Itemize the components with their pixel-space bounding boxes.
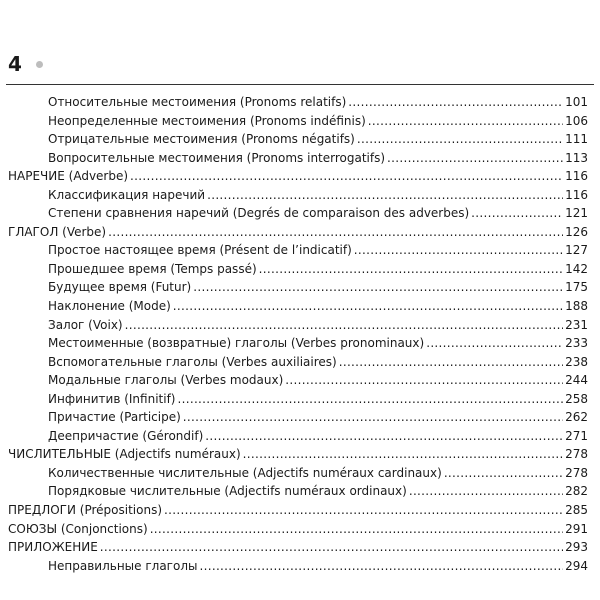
toc-subsection-entry[interactable] xyxy=(8,241,588,260)
toc-entry-title: ПРИЛОЖЕНИЕ xyxy=(8,540,98,555)
toc-dot-leader xyxy=(100,538,563,557)
toc-entry-title: Инфинитив (Infinitif) xyxy=(48,391,176,406)
toc-subsection-entry[interactable] xyxy=(8,316,588,335)
toc-subsection-entry[interactable] xyxy=(8,186,588,205)
toc-entry-title: Местоименные (возвратные) глаголы (Verbes pronominaux) xyxy=(48,336,425,351)
toc-dot-leader xyxy=(207,186,563,205)
toc-entry-title: Неопределенные местоимения (Pronoms indéfinis) xyxy=(48,113,366,128)
toc-entry-title: Вопросительные местоимения (Pronoms interrogatifs) xyxy=(48,150,386,165)
toc-dot-leader xyxy=(348,93,563,112)
toc-subsection-entry[interactable] xyxy=(8,557,588,576)
toc-subsection-entry[interactable] xyxy=(8,427,588,446)
toc-dot-leader xyxy=(409,482,563,501)
toc-entry-page: 294 xyxy=(565,558,588,573)
toc-entry-page: 126 xyxy=(565,224,588,239)
toc-entry-title: Залог (Voix) xyxy=(48,317,123,332)
toc-subsection-entry[interactable] xyxy=(8,149,588,168)
toc-subsection-entry[interactable] xyxy=(8,408,588,427)
toc-entry-title: Вспомогательные глаголы (Verbes auxiliaires) xyxy=(48,354,337,369)
toc-entry-page: 111 xyxy=(565,132,588,147)
toc-dot-leader xyxy=(183,408,563,427)
toc-entry-title: Наклонение (Mode) xyxy=(48,299,171,314)
toc-entry-title: Модальные глаголы (Verbes modaux) xyxy=(48,373,284,388)
toc-dot-leader xyxy=(164,501,563,520)
toc-entry-page: 258 xyxy=(565,391,588,406)
toc-section-entry[interactable] xyxy=(8,538,588,557)
toc-entry-page: 106 xyxy=(565,113,588,128)
toc-dot-leader xyxy=(357,130,563,149)
toc-entry-title: Количественные числительные (Adjectifs numéraux cardinaux) xyxy=(48,465,442,480)
toc-entry-title: Простое настоящее время (Présent de l’indicatif) xyxy=(48,243,352,258)
toc-entry-title: Отрицательные местоимения (Pronoms négatifs) xyxy=(48,132,355,147)
toc-dot-leader xyxy=(193,278,563,297)
toc-subsection-entry[interactable] xyxy=(8,93,588,112)
toc-dot-leader xyxy=(205,427,563,446)
toc-section-entry[interactable] xyxy=(8,501,588,520)
table-of-contents xyxy=(8,93,588,575)
toc-dot-leader xyxy=(368,112,563,131)
toc-subsection-entry[interactable] xyxy=(8,204,588,223)
bullet-dot-icon xyxy=(36,61,43,68)
toc-dot-leader xyxy=(243,445,563,464)
page-header xyxy=(8,52,43,76)
toc-entry-title: Прошедшее время (Temps passé) xyxy=(48,261,257,276)
header-divider xyxy=(6,84,594,85)
toc-section-entry[interactable] xyxy=(8,445,588,464)
toc-section-entry[interactable] xyxy=(8,167,588,186)
toc-dot-leader xyxy=(199,557,563,576)
toc-entry-page: 278 xyxy=(565,465,588,480)
toc-subsection-entry[interactable] xyxy=(8,297,588,316)
toc-entry-title: Относительные местоимения (Pronoms relatifs) xyxy=(48,95,347,109)
toc-entry-page: 101 xyxy=(565,95,588,109)
toc-entry-title: Степени сравнения наречий (Degrés de comparaison des adverbes) xyxy=(48,206,470,221)
toc-subsection-entry[interactable] xyxy=(8,130,588,149)
page-number: 4 xyxy=(8,52,22,76)
toc-dot-leader xyxy=(150,520,563,539)
toc-entry-page: 262 xyxy=(565,410,588,425)
toc-subsection-entry[interactable] xyxy=(8,464,588,483)
toc-entry-page: 116 xyxy=(565,187,588,202)
toc-entry-page: 293 xyxy=(565,540,588,555)
toc-subsection-entry[interactable] xyxy=(8,334,588,353)
toc-subsection-entry[interactable] xyxy=(8,112,588,131)
toc-entry-title: ГЛАГОЛ (Verbe) xyxy=(8,224,107,239)
toc-dot-leader xyxy=(471,204,563,223)
toc-dot-leader xyxy=(108,223,563,242)
toc-subsection-entry[interactable] xyxy=(8,390,588,409)
toc-entry-title: ПРЕДЛОГИ (Prépositions) xyxy=(8,503,163,518)
toc-entry-page: 188 xyxy=(565,299,588,314)
toc-dot-leader xyxy=(387,149,563,168)
toc-subsection-entry[interactable] xyxy=(8,260,588,279)
toc-entry-page: 113 xyxy=(565,150,588,165)
toc-dot-leader xyxy=(173,297,563,316)
toc-dot-leader xyxy=(426,334,563,353)
toc-dot-leader xyxy=(285,371,563,390)
toc-entry-page: 231 xyxy=(565,317,588,332)
toc-dot-leader xyxy=(354,241,563,260)
toc-entry-title: СОЮЗЫ (Conjonctions) xyxy=(8,521,148,536)
toc-entry-title: Классификация наречий xyxy=(48,187,206,202)
toc-dot-leader xyxy=(259,260,563,279)
toc-entry-page: 271 xyxy=(565,428,588,443)
toc-entry-page: 116 xyxy=(565,169,588,184)
toc-entry-page: 127 xyxy=(565,243,588,258)
toc-dot-leader xyxy=(125,316,563,335)
toc-subsection-entry[interactable] xyxy=(8,278,588,297)
toc-entry-page: 278 xyxy=(565,447,588,462)
toc-section-entry[interactable] xyxy=(8,520,588,539)
toc-entry-title: Деепричастие (Gérondif) xyxy=(48,428,204,443)
toc-dot-leader xyxy=(444,464,563,483)
toc-dot-leader xyxy=(339,353,563,372)
toc-entry-page: 282 xyxy=(565,484,588,499)
toc-entry-title: НАРЕЧИЕ (Adverbe) xyxy=(8,169,129,184)
toc-entry-title: Порядковые числительные (Adjectifs numéraux ordinaux) xyxy=(48,484,407,499)
toc-subsection-entry[interactable] xyxy=(8,482,588,501)
toc-entry-page: 285 xyxy=(565,503,588,518)
toc-entry-title: Причастие (Participe) xyxy=(48,410,181,425)
toc-entry-title: Неправильные глаголы xyxy=(48,558,198,573)
toc-entry-title: Будущее время (Futur) xyxy=(48,280,192,295)
toc-entry-title: ЧИСЛИТЕЛЬНЫЕ (Adjectifs numéraux) xyxy=(8,447,241,462)
toc-entry-page: 244 xyxy=(565,373,588,388)
toc-entry-page: 238 xyxy=(565,354,588,369)
toc-dot-leader xyxy=(177,390,563,409)
toc-entry-page: 142 xyxy=(565,261,588,276)
toc-subsection-entry[interactable] xyxy=(8,371,588,390)
toc-entry-page: 175 xyxy=(565,280,588,295)
toc-entry-page: 291 xyxy=(565,521,588,536)
toc-entry-page: 121 xyxy=(565,206,588,221)
toc-section-entry[interactable] xyxy=(8,223,588,242)
toc-entry-page: 233 xyxy=(565,336,588,351)
toc-subsection-entry[interactable] xyxy=(8,353,588,372)
toc-dot-leader xyxy=(130,167,563,186)
